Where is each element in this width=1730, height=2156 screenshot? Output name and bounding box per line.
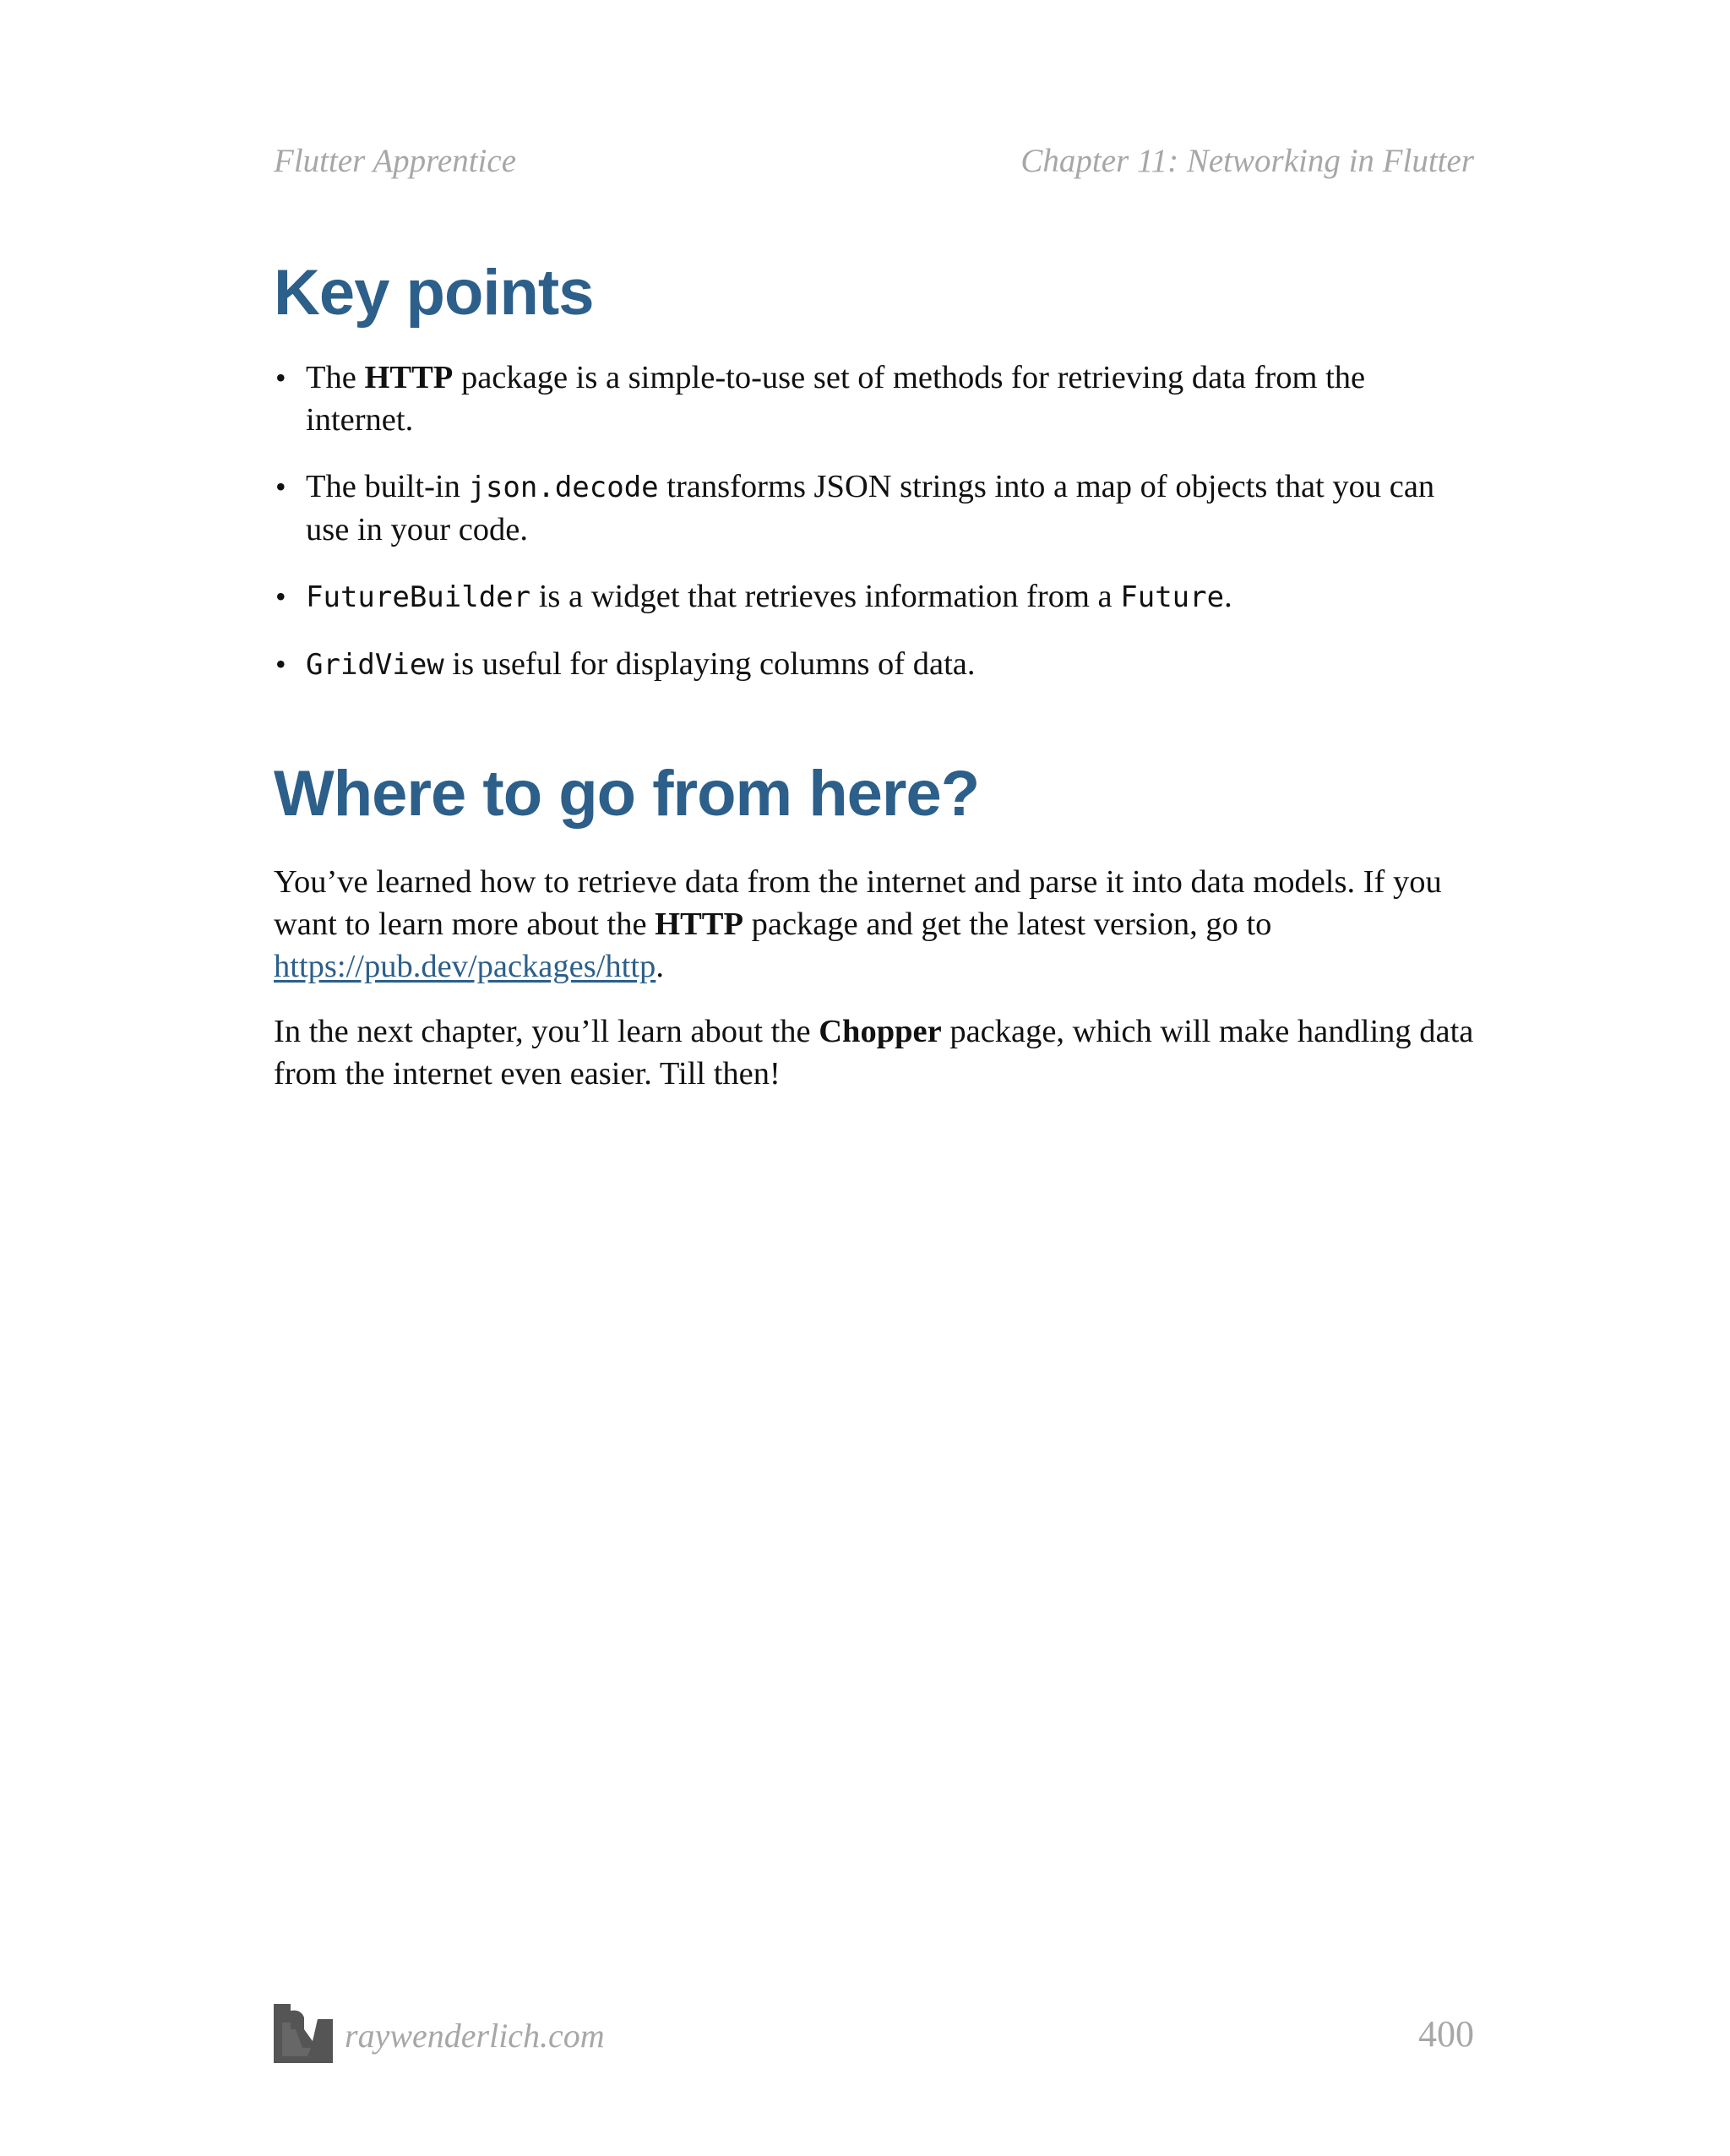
list-item: • The HTTP package is a simple-to-use set of methods for retrieving data from the internet.	[274, 357, 1477, 441]
key-points-list	[274, 357, 1477, 710]
list-item: • FutureBuilder is a widget that retrieves information from a Future.	[274, 575, 1477, 618]
code-future: Future	[1120, 580, 1225, 614]
paragraph-next-chapter: In the next chapter, you’ll learn about the Chopper package, which will make handling data from the internet even easier. Till then!	[274, 1014, 1474, 1092]
paragraph-learned: You’ve learned how to retrieve data from the internet and parse it into data models. If you want to learn more about the HTTP package and get the latest version, go to https://pub.dev/packages/http.	[274, 864, 1442, 984]
list-item: • GridView is useful for displaying columns of data.	[274, 643, 1477, 686]
footer-site-name: raywenderlich.com	[345, 2017, 605, 2055]
code-json-decode: json.decode	[468, 471, 659, 504]
key-points-heading: Key points	[274, 257, 594, 329]
where-to-go-heading: Where to go from here?	[274, 758, 980, 830]
book-title: Flutter Apprentice	[274, 143, 517, 179]
chapter-title: Chapter 11: Networking in Flutter	[1020, 143, 1474, 179]
page-header	[274, 142, 1474, 180]
raywenderlich-logo-icon	[274, 2004, 333, 2063]
code-futurebuilder: FutureBuilder	[306, 580, 531, 614]
http-package-link[interactable]: https://pub.dev/packages/http	[274, 949, 656, 984]
page-number: 400	[1418, 2013, 1474, 2055]
list-item: • The built-in json.decode transforms JSON strings into a map of objects that you can use in your code.	[274, 466, 1477, 551]
code-gridview: GridView	[306, 648, 444, 682]
